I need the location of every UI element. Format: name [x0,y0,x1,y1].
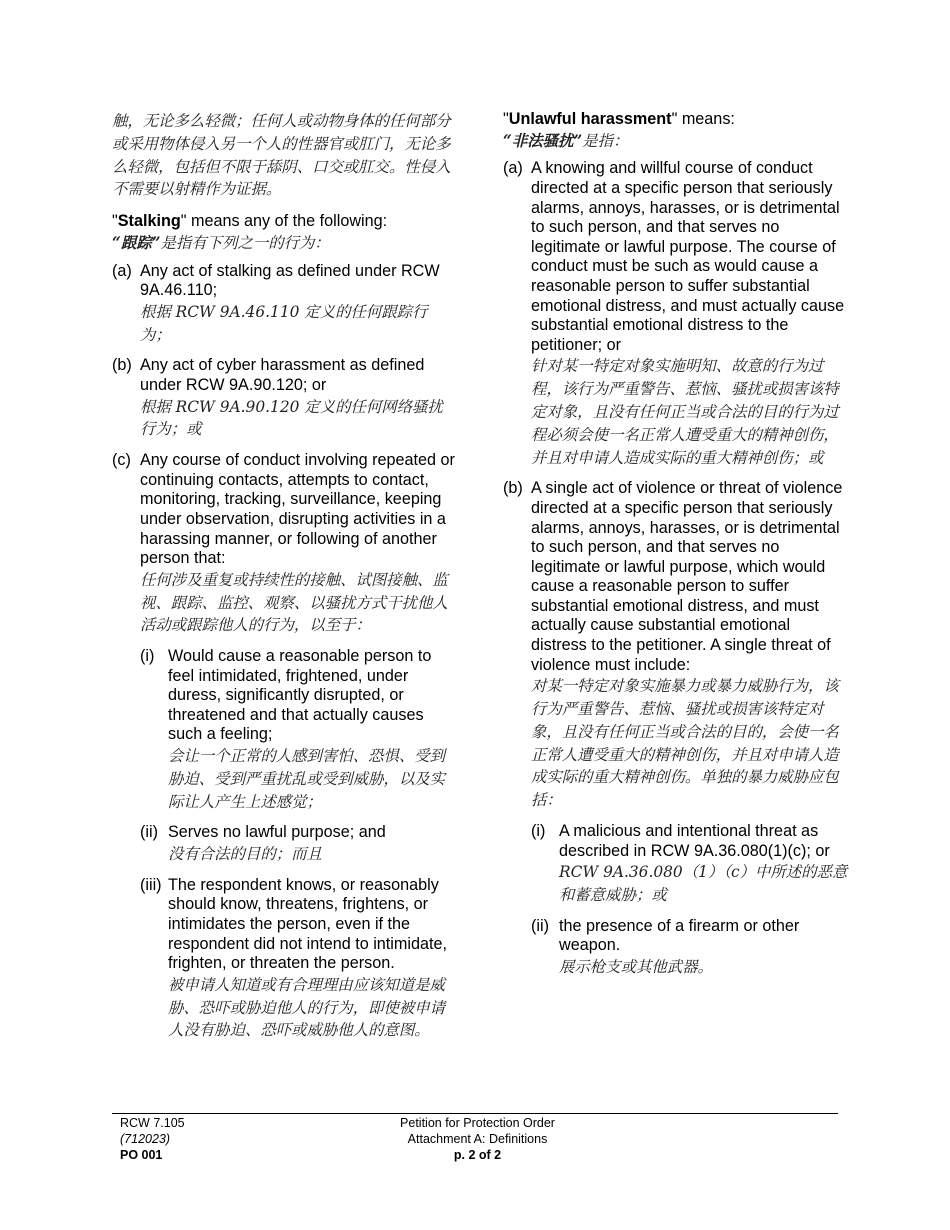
harassment-heading: "Unlawful harassment" means: [503,110,735,128]
sub-list-item: (ii) Serves no lawful purpose; and 没有合法的目的；而且 [140,823,456,865]
item-text-zh: 根据 RCW 9A.46.110 定义的任何跟踪行为； [140,302,428,344]
subitem-text-en: Serves no lawful purpose; and [168,823,386,842]
sub-list-item: (iii) The respondent knows, or reasonably should know, threatens, frightens, or intimidates the person, even if the respondent did not intend to intimidate, frighten, or threaten the person. 被申请人知道或有合理理由应该知道是威胁、恐吓或胁迫他人的行为，即使被申请人没有胁迫、恐吓或威胁他人的意图。 [140,876,456,1042]
footer-title: Petition for Protection Order [400,1116,555,1130]
footer-form-number: PO 001 [120,1148,163,1162]
sub-list-item: (ii) the presence of a firearm or other weapon. 展示枪支或其他武器。 [531,917,848,979]
item-text-en: Any act of cyber harassment as defined under RCW 9A.90.120; or [140,356,425,394]
harassment-heading-zh: “非法骚扰”是指： [503,131,629,150]
footer-page-number: p. 2 of 2 [453,1148,502,1162]
subitem-text-zh: 会让一个正常的人感到害怕、恐惧、受到胁迫、受到严重扰乱或受到威胁，以及实际让人产生上述感觉； [168,747,446,811]
footer-statute: RCW 7.105 [120,1116,185,1130]
subitem-text-zh: 被申请人知道或有合理理由应该知道是威胁、恐吓或胁迫他人的行为，即使被申请人没有胁迫、恐吓或威胁他人的意图。 [168,975,446,1040]
stalking-heading: "Stalking" means any of the following: [112,212,388,231]
item-text-en: Any course of conduct involving repeated or continuing contacts, attempts to contact, monitoring, tracking, surveillance, keeping under observation, disrupting activities in a harassing manner, or following of another person that: [140,451,455,568]
footer-divider [112,1113,838,1114]
list-item: (c) Any course of conduct involving repeated or continuing contacts, attempts to contact, monitoring, tracking, surveillance, keeping under observation, disrupting activities in a harassing manner, or following of another person that: 任何涉及重复或持续性的接触、试图接触、监视、跟踪、监控、观察、以骚扰方式干扰他人活动或跟踪他人的行为，以至于： (i) Would cause a reasonable person to feel intimidated, frightened, under duress, significantly disrupted, or threatened and that actually causes such a feeling; 会让一个正常的人感到害怕、恐惧、受到胁迫、受到严重扰乱或受到威胁，以及实际让人产生上述感觉； (ii) Serves no lawful purpose; and 没有合法的目的；而且 (iii) The respondent knows, or reasonably should know, threatens, frightens, or intimidates the person, even if the respondent did not intend to intimidate, frighten, or threaten the person. 被申请人知道或有合理理由应该知道是威胁、恐吓或胁迫他人的行为，即使被申请人没有胁迫、恐吓或威胁他人的意图。 [112,451,456,1052]
item-text-en: A single act of violence or threat of violence directed at a specific person that seriously alarms, annoys, harasses, or is detrimental to such person, and that serves no legitimate or lawful purpose, which would cause a reasonable person to suffer substantial emotional distress, and must actually cause substantial emotional distress to the petitioner. A single threat of violence must include: [531,479,843,674]
footer-left [120,1115,185,1163]
subitem-text-zh: 没有合法的目的；而且 [168,845,322,864]
harassment-term: Unlawful harassment [508,110,672,128]
subitem-text-en: the presence of a firearm or other weapon. [559,916,800,955]
subitem-text-en: Would cause a reasonable person to feel intimidated, frightened, under duress, significantly disrupted, or threatened and that actually causes such a feeling; [168,647,432,744]
stalking-heading-zh: “跟踪”是指有下列之一的行为： [112,233,330,252]
sub-list-item: (i) Would cause a reasonable person to feel intimidated, frightened, under duress, significantly disrupted, or threatened and that actually causes such a feeling; 会让一个正常的人感到害怕、恐惧、受到胁迫、受到严重扰乱或受到威胁，以及实际让人产生上述感觉； [140,647,456,813]
list-item: (a) A knowing and willful course of conduct directed at a specific person that seriously alarms, annoys, harasses, or is detrimental to such person, and that serves no legitimate or lawful purpose. The course of conduct must be such as would cause a reasonable person to suffer substantial emotional distress, and must actually cause substantial emotional distress to the petitioner; or 针对某一特定对象实施明知、故意的行为过程，该行为严重警告、惹恼、骚扰或损害该特定对象，且没有任何正当或合法的目的行为过程必须会使一名正常人遭受重大的精神创伤，并且对申请人造成实际的重大精神创伤；或 [503,159,848,469]
subitem-text-zh: 展示枪支或其他武器。 [559,958,713,976]
list-item: (a) Any act of stalking as defined under RCW 9A.46.110; 根据 RCW 9A.46.110 定义的任何跟踪行为； [112,262,456,347]
item-text-en: A knowing and willful course of conduct directed at a specific person that seriously alarms, annoys, harasses, or is detrimental to such person, and that serves no legitimate or lawful purpose. The course of conduct must be such as would cause a reasonable person to suffer substantial emotional distress, and must actually cause substantial emotional distress to the petitioner; or [531,159,845,354]
sub-list-item: (i) A malicious and intentional threat as described in RCW 9A.36.080(1)(c); or RCW 9A.36.080（1）（c）中所述的恶意和蓄意威胁；或 [531,822,848,907]
right-column [503,110,848,999]
item-text-zh: 任何涉及重复或持续性的接触、试图接触、监视、跟踪、监控、观察、以骚扰方式干扰他人活动或跟踪他人的行为，以至于： [140,570,448,635]
stalking-definition [112,212,456,1052]
subitem-text-zh: RCW 9A.36.080（1）（c）中所述的恶意和蓄意威胁；或 [559,863,848,905]
stalking-term: Stalking [117,212,181,231]
list-item: (b) Any act of cyber harassment as defined under RCW 9A.90.120; or 根据 RCW 9A.90.120 定义的任何网络骚扰行为；或 [112,356,456,441]
subitem-text-en: The respondent knows, or reasonably should know, threatens, frightens, or intimidates the person, even if the respondent did not intend to intimidate, frighten, or threaten the person. [168,875,447,973]
subitem-text-en: A malicious and intentional threat as described in RCW 9A.36.080(1)(c); or [559,822,830,860]
item-text-zh: 对某一特定对象实施暴力或暴力威胁行为，该行为严重警告、惹恼、骚扰或损害该特定对象，且没有任何正当或合法的目的，会使一名正常人遭受重大的精神创伤，并且对申请人造成实际的重大精神创伤。单独的暴力威胁应包括： [531,677,839,810]
left-column [112,110,456,1062]
list-item: (b) A single act of violence or threat of violence directed at a specific person that seriously alarms, annoys, harasses, or is detrimental to such person, and that serves no legitimate or lawful purpose, which would cause a reasonable person to suffer substantial emotional distress, and must actually cause substantial emotional distress to the petitioner. A single threat of violence must include: 对某一特定对象实施暴力或暴力威胁行为，该行为严重警告、惹恼、骚扰或损害该特定对象，且没有任何正当或合法的目的，会使一名正常人遭受重大的精神创伤，并且对申请人造成实际的重大精神创伤。单独的暴力威胁应包括： (i) A malicious and intentional threat as described in RCW 9A.36.080(1)(c); or RCW 9A.36.080（1）（c）中所述的恶意和蓄意威胁；或 (ii) the presence of a firearm or other weapon. 展示枪支或其他武器。 [503,479,848,988]
item-text-en: Any act of stalking as defined under RCW 9A.46.110; [140,261,440,300]
footer-revision: (712023) [120,1132,171,1146]
item-text-zh: 针对某一特定对象实施明知、故意的行为过程，该行为严重警告、惹恼、骚扰或损害该特定对象，且没有任何正当或合法的目的行为过程必须会使一名正常人遭受重大的精神创伤，并且对申请人造成实际的重大精神创伤；或 [531,357,839,467]
footer-subtitle: Attachment A: Definitions [407,1132,548,1146]
footer-center [340,1115,615,1163]
item-text-zh: 根据 RCW 9A.90.120 定义的任何网络骚扰行为；或 [140,397,443,439]
continuation-text-zh: 触，无论多么轻微；任何人或动物身体的任何部分或采用物体侵入另一个人的性器官或肛门，无论多么轻微，包括但不限于舔阴、口交或肛交。性侵入不需要以射精作为证据。 [112,112,451,199]
harassment-definition [503,110,848,989]
